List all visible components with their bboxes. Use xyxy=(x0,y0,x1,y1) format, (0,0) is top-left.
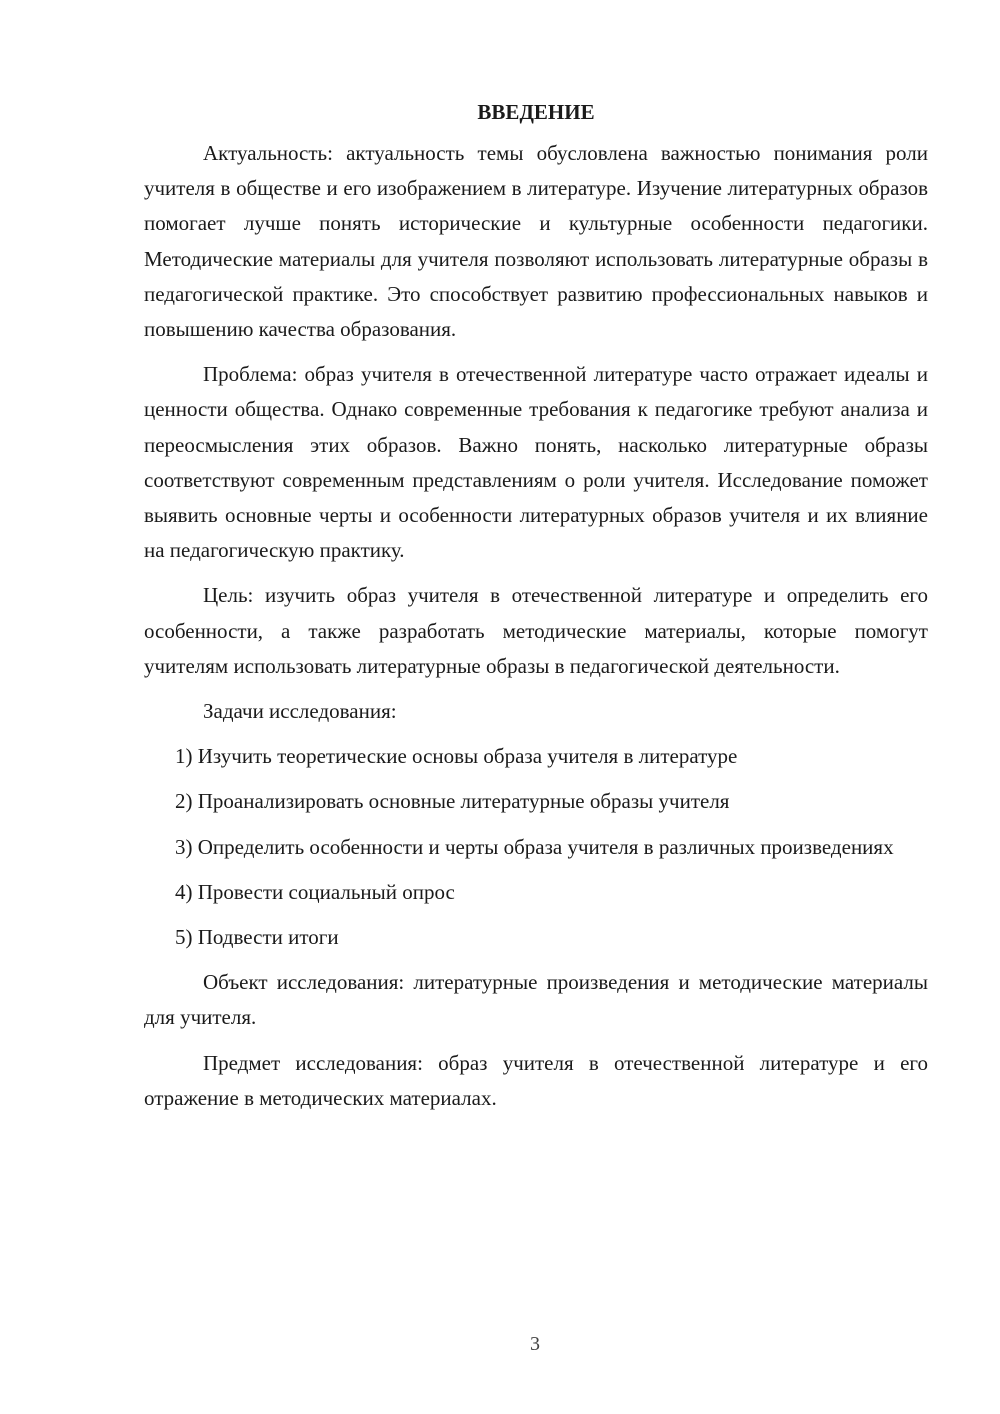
section-title: ВВЕДЕНИЕ xyxy=(477,100,595,124)
task-item: 2) Проанализировать основные литературные образы учителя xyxy=(175,789,730,814)
paragraph-object: Объект исследования: литературные произведения и методические материалы для учителя. xyxy=(144,970,928,1030)
paragraph-relevance: Актуальность: актуальность темы обусловлена важностью понимания роли учителя в обществе и его изображением в литературе. Изучение литературных образов помогает лучше понять исторические и культурные особенности педагогики. Методические материалы для учителя позволяют использовать литературные образы в педагогической практике. Это способствует развитию профессиональных навыков и повышению качества образования. xyxy=(144,141,928,342)
paragraph-goal: Цель: изучить образ учителя в отечественной литературе и определить его особенности, а также разработать методические материалы, которые помогут учителям использовать литературные образы в педагогической деятельности. xyxy=(144,583,928,678)
document-page xyxy=(144,96,928,1126)
page-number: 3 xyxy=(530,1333,540,1355)
task-item: 3) Определить особенности и черты образа учителя в различных произведениях xyxy=(175,834,894,859)
paragraph-problem: Проблема: образ учителя в отечественной литературе часто отражает идеалы и ценности общества. Однако современные требования к педагогике требуют анализа и переосмысления этих образов. Важно понять, насколько литературные образы соответствуют современным представлениям о роли учителя. Исследование поможет выявить основные черты и особенности литературных образов учителя и их влияние на педагогическую практику. xyxy=(144,362,928,563)
task-item: 1) Изучить теоретические основы образа учителя в литературе xyxy=(175,744,738,769)
task-item: 5) Подвести итоги xyxy=(175,925,339,950)
tasks-heading: Задачи исследования: xyxy=(203,699,397,724)
paragraph-subject: Предмет исследования: образ учителя в отечественной литературе и его отражение в методических материалах. xyxy=(144,1050,928,1110)
task-item: 4) Провести социальный опрос xyxy=(175,879,455,904)
